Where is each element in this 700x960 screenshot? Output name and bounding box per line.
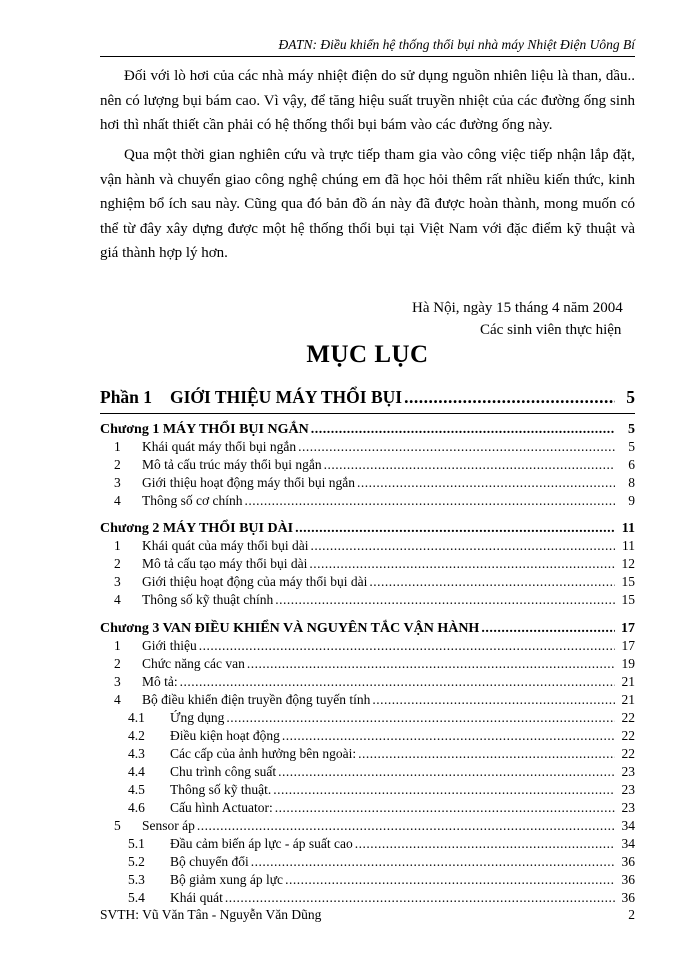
toc-entry-label: Bộ chuyển đổi [170, 854, 249, 869]
toc-leader [199, 637, 615, 655]
toc-entry[interactable] [100, 673, 635, 691]
footer-authors: SVTH: Vũ Văn Tân - Nguyễn Văn Dũng [100, 907, 322, 922]
toc-chapter-title: Chương 3 VAN ĐIỀU KHIỂN VÀ NGUYÊN TẮC VẬN HÀNH [100, 621, 480, 636]
toc-entry-label: Thông số cơ chính [142, 493, 243, 508]
toc-entry[interactable] [100, 573, 635, 591]
toc-entry-number: 4.3 [128, 746, 145, 761]
toc-entry[interactable] [100, 474, 635, 492]
toc-entry-label: Các cấp của ảnh hưởng bên ngoài: [170, 746, 357, 761]
toc-entry-page: 23 [621, 800, 635, 815]
toc-leader [404, 386, 615, 408]
toc-entry-page: 22 [621, 746, 635, 761]
toc-entry-number: 1 [114, 538, 121, 553]
toc-entry-page: 36 [621, 872, 635, 887]
toc-entry-label: Khái quát của máy thổi bụi dài [142, 538, 309, 553]
toc-entry-label: Khái quát máy thổi bụi ngắn [142, 439, 297, 454]
toc-entry-number: 4.2 [128, 728, 145, 743]
toc-chapter-title: Chương 1 MÁY THỔI BỤI NGẮN [100, 422, 309, 437]
toc-chapter-3[interactable] [100, 620, 635, 638]
toc-entry-number: 3 [114, 674, 121, 689]
toc-entry-number: 4.6 [128, 800, 145, 815]
toc-entry-label: Bộ điều khiển điện truyền động tuyến tính [142, 692, 371, 707]
toc-entry-number: 2 [114, 656, 121, 671]
toc-leader [285, 871, 615, 889]
toc-entry[interactable] [100, 555, 635, 573]
toc-entry[interactable] [100, 745, 635, 763]
toc-entry-page: 8 [628, 475, 635, 490]
toc-entry-label: Thông số kỹ thuật. [170, 782, 272, 797]
toc-entry[interactable] [100, 763, 635, 781]
toc-entry-page: 23 [621, 764, 635, 779]
toc-entry-label: Mô tả cấu tạo máy thổi bụi dài [142, 556, 308, 571]
toc-entry-label: Chức năng các van [142, 656, 245, 671]
toc-leader [251, 853, 615, 871]
toc-entry[interactable] [100, 492, 635, 510]
toc-leader [197, 817, 615, 835]
toc-leader [282, 727, 615, 745]
toc-leader [358, 745, 615, 763]
toc-entry[interactable] [100, 781, 635, 799]
signature-by: Các sinh viên thực hiện [480, 322, 622, 338]
toc-part-number: Phần 1 [100, 387, 153, 407]
toc-entry[interactable] [100, 456, 635, 474]
toc-entry[interactable] [100, 835, 635, 853]
toc-chapter-page: 11 [621, 521, 635, 536]
intro-paragraph-1: Đối với lò hơi của các nhà máy nhiệt điện do sử dụng nguồn nhiên liệu là than, dầu.. nên có lượng bụi bám cao. Vì vậy, để tăng hiệu suất truyền nhiệt của các đường ống sinh hơi thì nhất thiết cần phải có hệ thống thổi bụi bám vào các đường ống này. [100, 68, 635, 133]
toc-entry[interactable] [100, 727, 635, 745]
toc-chapter-1[interactable] [100, 421, 635, 439]
toc-entry[interactable] [100, 537, 635, 555]
footer-page-number: 2 [628, 907, 635, 922]
toc-entry-number: 3 [114, 574, 121, 589]
toc-leader [372, 691, 615, 709]
toc-entry-number: 2 [114, 457, 121, 472]
toc-leader [298, 438, 615, 456]
toc-entry-number: 5.3 [128, 872, 145, 887]
toc-leader [369, 573, 615, 591]
toc-entry-number: 2 [114, 556, 121, 571]
toc-entry[interactable] [100, 889, 635, 907]
toc-leader [245, 492, 616, 510]
toc-part-page: 5 [626, 387, 635, 407]
toc-entry-label: Cấu hình Actuator: [170, 800, 273, 815]
toc-part-1[interactable] [100, 386, 635, 414]
page-footer [100, 906, 635, 924]
toc-entry[interactable] [100, 591, 635, 609]
toc-entry-number: 4.5 [128, 782, 145, 797]
toc-leader [275, 799, 615, 817]
toc-entry-label: Mô tả cấu trúc máy thổi bụi ngắn [142, 457, 322, 472]
toc-leader [357, 474, 615, 492]
toc-entry-label: Giới thiệu [142, 638, 197, 653]
toc-entry-page: 21 [621, 692, 635, 707]
toc-entry-page: 22 [621, 728, 635, 743]
toc-leader [226, 709, 615, 727]
toc-entry-page: 9 [628, 493, 635, 508]
page-header: ĐATN: Điều khiển hệ thống thổi bụi nhà máy Nhiệt Điện Uông Bí [100, 36, 635, 57]
toc-entry-number: 4.4 [128, 764, 145, 779]
toc-leader [310, 537, 615, 555]
toc-entry-page: 15 [621, 574, 635, 589]
toc-entry-label: Chu trình công suất [170, 764, 277, 779]
toc-entry-page: 19 [621, 656, 635, 671]
toc-entry[interactable] [100, 655, 635, 673]
toc-entry-label: Khái quát [170, 890, 223, 905]
toc-entry-number: 4 [114, 692, 121, 707]
toc-entry-page: 23 [621, 782, 635, 797]
toc-entry-page: 5 [628, 439, 635, 454]
toc-entry-page: 6 [628, 457, 635, 472]
toc-entry[interactable] [100, 691, 635, 709]
intro-paragraph-2: Qua một thời gian nghiên cứu và trực tiếp tham gia vào công việc tiếp nhận lắp đặt, vận hành và chuyển giao công nghệ chúng em đã học hỏi thêm rất nhiều kiến thức, kinh nghiệm bổ ích sau này. Cũng qua đó bản đồ án này đã được hoàn thành, mong muốn có thể từ đây xây dựng được một hệ thống thổi bụi tại Việt Nam với đặc điểm kỹ thuật và giá thành hợp lý hơn. [100, 147, 635, 261]
toc-entry-number: 4 [114, 493, 121, 508]
toc-entry-label: Điều kiện hoạt động [170, 728, 280, 743]
toc-entry-label: Bộ giảm xung áp lực [170, 872, 284, 887]
toc-entry-page: 12 [621, 556, 635, 571]
toc-entry-label: Ứng dụng [170, 710, 225, 725]
toc-leader [324, 456, 615, 474]
toc-entry[interactable] [100, 799, 635, 817]
toc-entry[interactable] [100, 817, 635, 835]
toc-leader [355, 835, 615, 853]
toc-leader [295, 520, 615, 538]
toc-entry-number: 3 [114, 475, 121, 490]
toc-chapter-page: 17 [621, 621, 635, 636]
toc-entry-page: 22 [621, 710, 635, 725]
toc-leader [278, 763, 615, 781]
toc-entry[interactable] [100, 709, 635, 727]
toc-entry[interactable] [100, 871, 635, 889]
toc-entry-number: 5 [114, 818, 121, 833]
toc-leader [481, 620, 615, 638]
toc-entry-label: Thông số kỹ thuật chính [142, 592, 274, 607]
toc-entry-number: 5.2 [128, 854, 145, 869]
toc-entry-number: 1 [114, 439, 121, 454]
toc-entry-page: 15 [621, 592, 635, 607]
toc-entry-label: Sensor áp [142, 818, 195, 833]
toc-entry-label: Đầu cảm biến áp lực - áp suất cao [170, 836, 353, 851]
toc-entry-number: 5.4 [128, 890, 145, 905]
toc-entry-number: 4.1 [128, 710, 145, 725]
toc-entry[interactable] [100, 853, 635, 871]
toc-entry-label: Giới thiệu hoạt động máy thổi bụi ngắn [142, 475, 355, 490]
toc-chapter-2[interactable] [100, 520, 635, 538]
toc-entry-page: 21 [621, 674, 635, 689]
toc-entry[interactable] [100, 438, 635, 456]
toc-entry-number: 4 [114, 592, 121, 607]
toc-entry-page: 34 [621, 836, 635, 851]
toc-entry-page: 34 [621, 818, 635, 833]
toc-entry-page: 17 [621, 638, 635, 653]
toc-entry-page: 11 [622, 538, 635, 553]
toc-entry-number: 5.1 [128, 836, 145, 851]
toc-entry-page: 36 [621, 854, 635, 869]
toc-entry-label: Mô tả: [142, 674, 178, 689]
toc-leader [180, 673, 615, 691]
toc-leader [225, 889, 615, 907]
signature-date: Hà Nội, ngày 15 tháng 4 năm 2004 [412, 300, 623, 316]
toc-chapter-title: Chương 2 MÁY THỔI BỤI DÀI [100, 521, 294, 536]
toc-title: MỤC LỤC [306, 341, 429, 368]
toc-leader [275, 591, 615, 609]
toc-entry[interactable] [100, 637, 635, 655]
toc-part-label: GIỚI THIỆU MÁY THỔI BỤI [170, 387, 403, 407]
toc-leader [309, 555, 615, 573]
toc-leader [273, 781, 615, 799]
toc-entry-page: 36 [621, 890, 635, 905]
toc-leader [311, 421, 615, 439]
toc-leader [247, 655, 615, 673]
toc-entry-label: Giới thiệu hoạt động của máy thổi bụi dài [142, 574, 368, 589]
toc-entry-number: 1 [114, 638, 121, 653]
toc-chapter-page: 5 [628, 422, 635, 437]
